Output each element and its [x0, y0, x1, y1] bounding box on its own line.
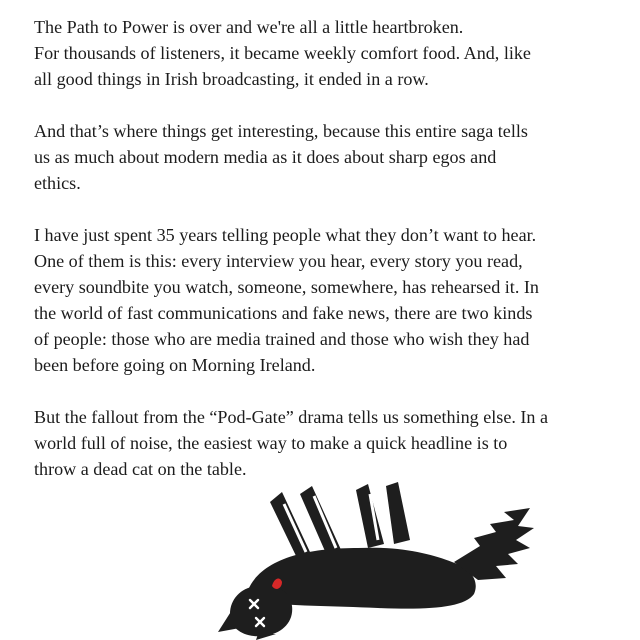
text-line: been before going on Morning Ireland.: [34, 355, 316, 375]
text-line: all good things in Irish broadcasting, it ended in a row.: [34, 69, 429, 89]
dead-cat-icon: [218, 482, 538, 640]
text-line: of people: those who are media trained and those who wish they had: [34, 329, 530, 349]
paragraph-2: [34, 118, 619, 196]
text-line: One of them is this: every interview you hear, every story you read,: [34, 251, 523, 271]
text-line: ethics.: [34, 173, 81, 193]
text-line: And that’s where things get interesting, because this entire saga tells: [34, 121, 528, 141]
text-line: every soundbite you watch, someone, somewhere, has rehearsed it. In: [34, 277, 539, 297]
text-line: For thousands of listeners, it became weekly comfort food. And, like: [34, 43, 531, 63]
text-line: throw a dead cat on the table.: [34, 459, 247, 479]
text-line: us as much about modern media as it does about sharp egos and: [34, 147, 497, 167]
text-line: world full of noise, the easiest way to make a quick headline is to: [34, 433, 508, 453]
paragraph-1: [34, 14, 619, 92]
text-line: the world of fast communications and fake news, there are two kinds: [34, 303, 533, 323]
article-body: [34, 14, 619, 508]
paragraph-3: [34, 222, 619, 378]
cat-body: [218, 482, 534, 640]
text-line: But the fallout from the “Pod-Gate” drama tells us something else. In a: [34, 407, 549, 427]
text-line: The Path to Power is over and we're all a little heartbroken.: [34, 17, 464, 37]
text-line: I have just spent 35 years telling people what they don’t want to hear.: [34, 225, 537, 245]
paragraph-4: [34, 404, 619, 482]
